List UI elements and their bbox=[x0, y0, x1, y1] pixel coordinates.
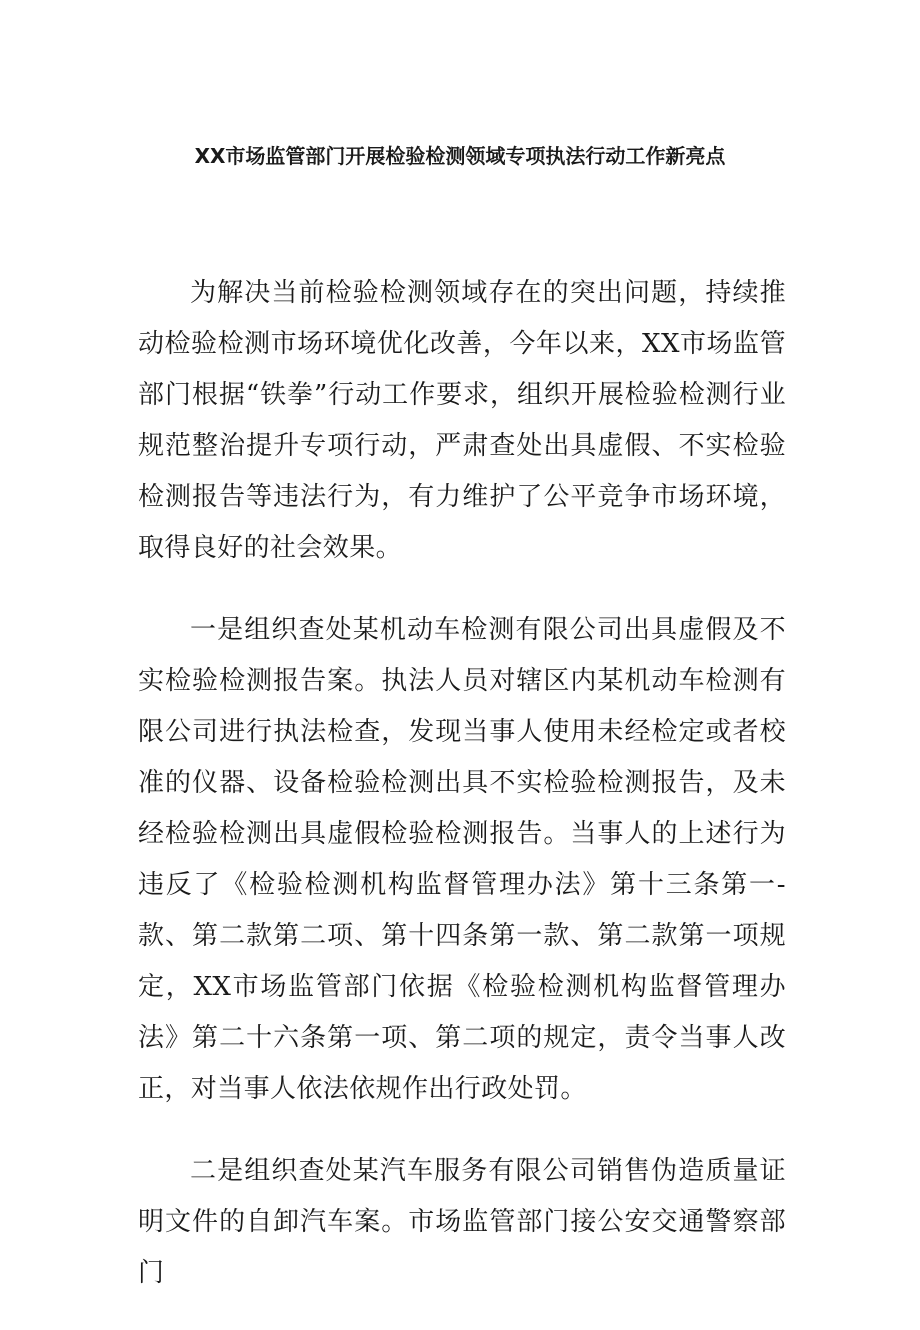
document-body bbox=[138, 268, 786, 1330]
paragraph-case-one: 一是组织查处某机动车检测有限公司出具虚假及不实检验检测报告案。执法人员对辖区内某机动车检测有限公司进行执法检查，发现当事人使用未经检定或者校准的仪器、设备检验检测出具不实检验检测报告，及未经检验检测出具虚假检验检测报告。当事人的上述行为违反了《检验检测机构监督管理办法》第十三条第一-款、第二款第二项、第十四条第一款、第二款第一项规定，XX市场监管部门依据《检验检测机构监督管理办法》第二十六条第一项、第二项的规定，责令当事人改正，对当事人依法依规作出行政处罚。 bbox=[138, 615, 786, 1104]
document-title: XX市场监管部门开展检验检测领域专项执法行动工作新亮点 bbox=[194, 144, 726, 168]
paragraph-case-two: 二是组织查处某汽车服务有限公司销售伪造质量证明文件的自卸汽车案。市场监管部门接公安交通警察部门 bbox=[138, 1156, 786, 1288]
paragraph-intro: 为解决当前检验检测领域存在的突出问题，持续推动检验检测市场环境优化改善，今年以来，XX市场监管部门根据“铁拳”行动工作要求，组织开展检验检测行业规范整治提升专项行动，严肃查处出具虚假、不实检验检测报告等违法行为，有力维护了公平竞争市场环境，取得良好的社会效果。 bbox=[138, 278, 786, 563]
